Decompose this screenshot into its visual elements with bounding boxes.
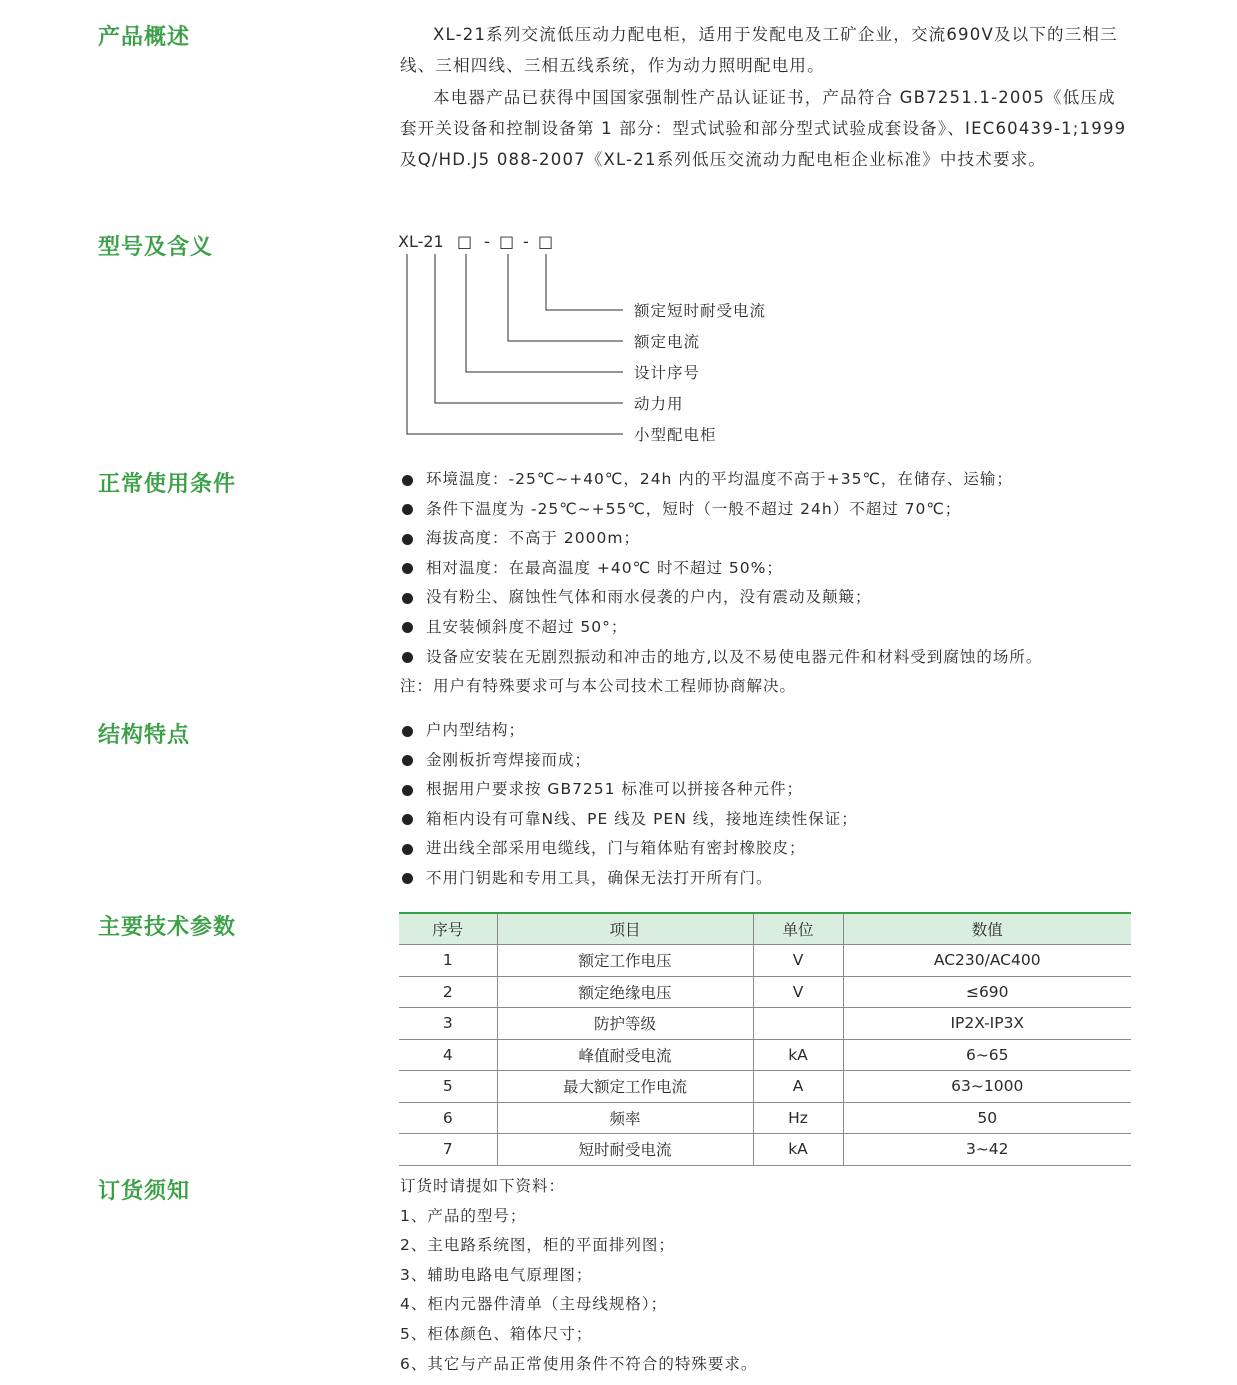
bullet-icon [402, 534, 413, 545]
model-label-4: 动力用 [634, 395, 684, 413]
table-cell: V [753, 945, 843, 977]
table-row [399, 1008, 1131, 1040]
conditions-list [400, 465, 1042, 672]
bullet-icon [402, 593, 413, 604]
structure-list [400, 716, 858, 894]
table-cell: kA [753, 1134, 843, 1166]
table-cell [753, 1008, 843, 1040]
leader-line-5 [407, 254, 623, 434]
table-cell: 峰值耐受电流 [497, 1039, 753, 1071]
table-row [399, 1134, 1131, 1166]
header-cell: 数值 [843, 913, 1131, 945]
model-code-prefix: XL-21 [398, 232, 444, 251]
table-row [399, 1071, 1131, 1103]
list-item: 6、其它与产品正常使用条件不符合的特殊要求。 [400, 1354, 758, 1373]
overview-paragraph-2: 本电器产品已获得中国国家强制性产品认证证书，产品符合 GB7251.1-2005《低压成套开关设备和控制设备第 1 部分：型式试验和部分型式试验成套设备》、IEC60439-1;1999及Q/HD.J5 088-2007《XL-21系列低压交流动力配电柜企业标准》中技术要求。 [400, 88, 1127, 169]
section-title-overview: 产品概述 [98, 25, 191, 50]
section-title-ordering: 订货须知 [98, 1179, 191, 1204]
table-cell: AC230/AC400 [843, 945, 1131, 977]
list-item: 环境温度：-25℃~+40℃，24h 内的平均温度不高于+35℃，在储存、运输； [400, 465, 1042, 495]
model-label-5: 小型配电柜 [634, 426, 717, 444]
table-header-row [399, 913, 1131, 945]
bullet-icon [402, 814, 413, 825]
table-cell: 50 [843, 1102, 1131, 1134]
list-item: 5、柜体颜色、箱体尺寸； [400, 1324, 593, 1343]
list-item: 2、主电路系统图，柜的平面排列图； [400, 1236, 675, 1255]
model-leader-lines [407, 254, 623, 434]
table-row [399, 1102, 1131, 1134]
section-title-structure: 结构特点 [98, 723, 191, 748]
header-cell: 单位 [753, 913, 843, 945]
table-cell: 额定绝缘电压 [497, 976, 753, 1008]
list-item: 户内型结构； [400, 716, 858, 746]
bullet-icon [402, 873, 413, 884]
table-cell: A [753, 1071, 843, 1103]
header-cell: 项目 [497, 913, 753, 945]
leader-line-1 [546, 254, 623, 310]
bullet-icon [402, 785, 413, 796]
list-item: 3、辅助电路电气原理图； [400, 1265, 593, 1284]
table-cell: 7 [399, 1134, 497, 1166]
section-title-conditions: 正常使用条件 [98, 472, 237, 497]
bullet-icon [402, 652, 413, 663]
model-label-2: 额定电流 [634, 333, 701, 351]
model-code-box-3: □ [538, 232, 554, 251]
section-title-model: 型号及含义 [98, 235, 214, 260]
leader-line-3 [466, 254, 623, 372]
table-cell: 2 [399, 976, 497, 1008]
table-cell: 短时耐受电流 [497, 1134, 753, 1166]
list-item: 箱柜内设有可靠N线、PE 线及 PEN 线，接地连续性保证； [400, 805, 858, 835]
model-code-dash-1: - [484, 232, 490, 251]
table-row [399, 945, 1131, 977]
table-cell: 防护等级 [497, 1008, 753, 1040]
list-item: 进出线全部采用电缆线，门与箱体贴有密封橡胶皮； [400, 834, 858, 864]
table-cell: kA [753, 1039, 843, 1071]
list-item: 设备应安装在无剧烈振动和冲击的地方,以及不易使电器元件和材料受到腐蚀的场所。 [400, 643, 1042, 673]
list-item: 条件下温度为 -25℃~+55℃，短时（一般不超过 24h）不超过 70℃； [400, 495, 1042, 525]
table-cell: 最大额定工作电流 [497, 1071, 753, 1103]
leader-line-4 [435, 254, 623, 403]
leader-line-2 [508, 254, 623, 341]
table-cell: ≤690 [843, 976, 1131, 1008]
list-item: 没有粉尘、腐蚀性气体和雨水侵袭的户内，没有震动及颠簸； [400, 583, 1042, 613]
list-item: 且安装倾斜度不超过 50°； [400, 613, 1042, 643]
bullet-icon [402, 563, 413, 574]
table-cell: 6~65 [843, 1039, 1131, 1071]
section-title-params: 主要技术参数 [98, 915, 237, 940]
table-cell: 4 [399, 1039, 497, 1071]
list-item: 根据用户要求按 GB7251 标准可以拼接各种元件； [400, 775, 858, 805]
table-cell: 6 [399, 1102, 497, 1134]
overview-paragraph-1: XL-21系列交流低压动力配电柜，适用于发配电及工矿企业，交流690V及以下的三相三线、三相四线、三相五线系统，作为动力照明配电用。 [400, 25, 1118, 75]
table-cell: IP2X-IP3X [843, 1008, 1131, 1040]
conditions-note: 注：用户有特殊要求可与本公司技术工程师协商解决。 [400, 677, 797, 695]
bullet-icon [402, 504, 413, 515]
bullet-icon [402, 844, 413, 855]
list-item: 订货时请提如下资料： [400, 1177, 566, 1195]
model-label-3: 设计序号 [634, 364, 701, 382]
list-item: 海拔高度：不高于 2000m； [400, 524, 1042, 554]
table-cell: 额定工作电压 [497, 945, 753, 977]
bullet-icon [402, 726, 413, 737]
model-code-box-2: □ [499, 232, 515, 251]
bullet-icon [402, 755, 413, 766]
list-item: 相对温度：在最高温度 +40℃ 时不超过 50%； [400, 554, 1042, 584]
model-code-dash-2: - [523, 232, 529, 251]
model-code-diagram [398, 228, 818, 450]
list-item: 不用门钥匙和专用工具，确保无法打开所有门。 [400, 864, 858, 894]
table-cell: V [753, 976, 843, 1008]
list-item: 1、产品的型号； [400, 1206, 527, 1225]
table-cell: 3~42 [843, 1134, 1131, 1166]
bullet-icon [402, 622, 413, 633]
table-cell: Hz [753, 1102, 843, 1134]
model-label-1: 额定短时耐受电流 [634, 302, 767, 320]
table-cell: 频率 [497, 1102, 753, 1134]
params-table [399, 912, 1131, 1166]
list-item: 4、柜内元器件清单（主母线规格）； [400, 1295, 668, 1314]
table-cell: 63~1000 [843, 1071, 1131, 1103]
table-cell: 1 [399, 945, 497, 977]
ordering-list [400, 1172, 757, 1379]
table-row [399, 976, 1131, 1008]
bullet-icon [402, 475, 413, 486]
table-cell: 3 [399, 1008, 497, 1040]
list-item: 金刚板折弯焊接而成； [400, 746, 858, 776]
table-cell: 5 [399, 1071, 497, 1103]
header-cell: 序号 [399, 913, 497, 945]
table-row [399, 1039, 1131, 1071]
model-code-box-1: □ [457, 232, 473, 251]
